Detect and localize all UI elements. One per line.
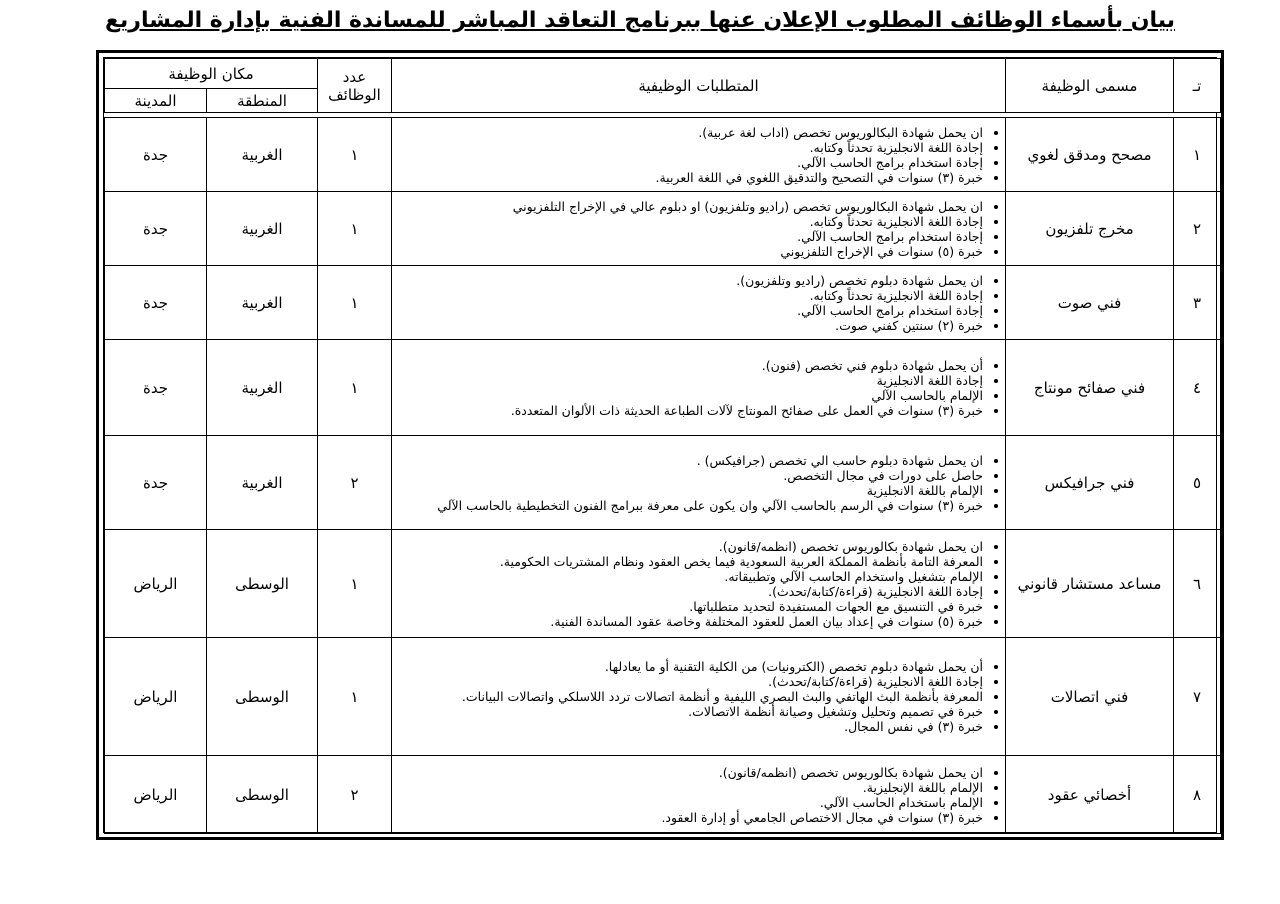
table-row <box>105 530 1221 638</box>
requirement-item: • ان يحمل شهادة البكالوريوس تخصص (اداب لغة عربية). <box>396 125 983 140</box>
job-count: ١ <box>318 340 392 436</box>
row-index: ٦ <box>1174 530 1221 638</box>
header-count-line1: عدد <box>342 67 367 86</box>
requirement-item: • إجادة اللغة الانجليزية (قراءة/كتابة/تحدث). <box>396 584 983 599</box>
requirements-cell <box>392 192 1006 266</box>
job-city: جدة <box>105 436 207 530</box>
job-region: الوسطى <box>207 638 318 756</box>
requirement-item: • إجادة اللغة الانجليزية <box>396 373 983 388</box>
requirement-item: • خبرة (٣) سنوات في العمل على صفائح المونتاج لآلات الطباعة الحديثة ذات الألوان المتعددة. <box>396 403 983 418</box>
requirement-item: • إجادة استخدام برامج الحاسب الآلي. <box>396 229 983 244</box>
job-title: مساعد مستشار قانوني <box>1006 530 1174 638</box>
requirements-list <box>396 358 999 418</box>
requirement-item: • حاصل على دورات في مجال التخصص. <box>396 468 983 483</box>
table-row <box>105 436 1221 530</box>
job-city: الرياض <box>105 756 207 834</box>
requirements-cell <box>392 436 1006 530</box>
requirement-item: • إجادة اللغة الانجليزية تحدثاً وكتابه. <box>396 288 983 303</box>
requirements-cell <box>392 756 1006 834</box>
header-city: المدينة <box>105 89 207 113</box>
header-index: تـ <box>1174 59 1221 113</box>
job-region: الغربية <box>207 118 318 192</box>
requirement-item: • أن يحمل شهادة دبلوم فني تخصص (فنون). <box>396 358 983 373</box>
requirements-cell <box>392 638 1006 756</box>
requirement-item: • الإلمام بتشغيل واستخدام الحاسب الآلي وتطبيقاته. <box>396 569 983 584</box>
job-city: جدة <box>105 118 207 192</box>
header-job-title: مسمى الوظيفة <box>1006 59 1174 113</box>
requirements-cell <box>392 530 1006 638</box>
requirement-item: • الإلمام باللغة الإنجليزية. <box>396 780 983 795</box>
job-title: فني اتصالات <box>1006 638 1174 756</box>
row-index: ١ <box>1174 118 1221 192</box>
requirement-item: • المعرفة التامة بأنظمة المملكة العربية السعودية فيما يخص العقود ونظام المشتريات الحكومية. <box>396 554 983 569</box>
requirement-item: • خبرة (٥) سنوات في الإخراج التلفزيوني <box>396 244 983 259</box>
requirements-list <box>396 765 999 825</box>
job-count: ١ <box>318 638 392 756</box>
row-index: ٣ <box>1174 266 1221 340</box>
table-row <box>105 756 1221 834</box>
requirements-cell <box>392 266 1006 340</box>
requirement-item: • إجادة اللغة الانجليزية تحدثاً وكتابه. <box>396 214 983 229</box>
requirement-item: • الإلمام باللغة الانجليزية <box>396 483 983 498</box>
row-index: ٢ <box>1174 192 1221 266</box>
job-city: الرياض <box>105 638 207 756</box>
requirement-item: • الإلمام باستخدام الحاسب الآلي. <box>396 795 983 810</box>
table-row <box>105 340 1221 436</box>
job-region: الوسطى <box>207 530 318 638</box>
table-body <box>105 113 1221 834</box>
header-count-line2: الوظائف <box>328 85 381 104</box>
job-count: ١ <box>318 192 392 266</box>
job-title: أخصائي عقود <box>1006 756 1174 834</box>
requirement-item: • خبرة في تصميم وتحليل وتشغيل وصيانة أنظمة الاتصالات. <box>396 704 983 719</box>
row-index: ٨ <box>1174 756 1221 834</box>
table-row <box>105 192 1221 266</box>
job-city: جدة <box>105 266 207 340</box>
requirement-item: • ان يحمل شهادة دبلوم تخصص (راديو وتلفزيون). <box>396 273 983 288</box>
row-index: ٧ <box>1174 638 1221 756</box>
requirements-list <box>396 539 999 629</box>
requirements-list <box>396 659 999 734</box>
job-count: ٢ <box>318 756 392 834</box>
jobs-table <box>104 58 1221 834</box>
job-title: فني صفائح مونتاج <box>1006 340 1174 436</box>
requirement-item: • خبرة (٣) سنوات في التصحيح والتدقيق اللغوي في اللغة العربية. <box>396 170 983 185</box>
table-row <box>105 266 1221 340</box>
job-count: ٢ <box>318 436 392 530</box>
header-requirements: المتطلبات الوظيفية <box>392 59 1006 113</box>
header-count <box>318 59 392 113</box>
requirement-item: • إجادة اللغة الانجليزية (قراءة/كتابة/تحدث). <box>396 674 983 689</box>
job-region: الغربية <box>207 266 318 340</box>
requirements-cell <box>392 118 1006 192</box>
requirements-list <box>396 125 999 185</box>
table-header <box>105 59 1221 113</box>
job-count: ١ <box>318 530 392 638</box>
row-index: ٤ <box>1174 340 1221 436</box>
job-title: مخرج تلفزيون <box>1006 192 1174 266</box>
job-region: الوسطى <box>207 756 318 834</box>
requirement-item: • خبرة (٢) سنتين كفني صوت. <box>396 318 983 333</box>
job-region: الغربية <box>207 340 318 436</box>
requirement-item: • خبرة (٣) سنوات في الرسم بالحاسب الآلي وان يكون على معرفة ببرامج الفنون التخطيطية بالحاسب الآلي <box>396 498 983 513</box>
requirement-item: • خبرة في التنسيق مع الجهات المستفيدة لتحديد متطلباتها. <box>396 599 983 614</box>
job-region: الغربية <box>207 192 318 266</box>
requirement-item: • ان يحمل شهادة بكالوريوس تخصص (انظمه/قانون). <box>396 539 983 554</box>
requirement-item: • أن يحمل شهادة دبلوم تخصص (الكترونيات) من الكلية التقنية أو ما يعادلها. <box>396 659 983 674</box>
requirement-item: • ان يحمل شهادة بكالوريوس تخصص (انظمه/قانون). <box>396 765 983 780</box>
job-city: الرياض <box>105 530 207 638</box>
job-count: ١ <box>318 118 392 192</box>
requirement-item: • خبرة (٣) سنوات في مجال الاختصاص الجامعي أو إدارة العقود. <box>396 810 983 825</box>
requirements-list <box>396 199 999 259</box>
row-index: ٥ <box>1174 436 1221 530</box>
requirement-item: • خبرة (٥) سنوات في إعداد بيان العمل للعقود المختلفة وخاصة عقود المساندة الفنية. <box>396 614 983 629</box>
job-region: الغربية <box>207 436 318 530</box>
document-title-text: بيان بأسماء الوظائف المطلوب الإعلان عنها ببرنامج التعاقد المباشر للمساندة الفنية بإدارة المشاريع <box>104 8 1176 33</box>
requirement-item: • ان يحمل شهادة البكالوريوس تخصص (راديو وتلفزيون) او دبلوم عالي في الإخراج التلفزيوني <box>396 199 983 214</box>
job-title: مصحح ومدقق لغوي <box>1006 118 1174 192</box>
requirements-cell <box>392 340 1006 436</box>
requirement-item: • إجادة استخدام برامج الحاسب الآلي. <box>396 155 983 170</box>
job-city: جدة <box>105 340 207 436</box>
header-location: مكان الوظيفة <box>105 59 318 89</box>
requirement-item: • إجادة اللغة الانجليزية تحدثاً وكتابه. <box>396 140 983 155</box>
requirement-item: • الإلمام بالحاسب الآلي <box>396 388 983 403</box>
job-title: فني جرافيكس <box>1006 436 1174 530</box>
jobs-table-inner <box>103 57 1217 833</box>
requirements-list <box>396 273 999 333</box>
document-title <box>0 8 1280 33</box>
requirement-item: • ان يحمل شهادة دبلوم حاسب الي تخصص (جرافيكس) . <box>396 453 983 468</box>
requirement-item: • المعرفة بأنظمة البث الهاتفي والبث البصري الليفية و أنظمة اتصالات تردد اللاسلكي واتصالات البيانات. <box>396 689 983 704</box>
requirement-item: • إجادة استخدام برامج الحاسب الآلي. <box>396 303 983 318</box>
requirement-item: • خبرة (٣) في نفس المجال. <box>396 719 983 734</box>
jobs-table-frame <box>96 50 1224 840</box>
header-region: المنطقة <box>207 89 318 113</box>
job-title: فني صوت <box>1006 266 1174 340</box>
job-count: ١ <box>318 266 392 340</box>
table-row <box>105 638 1221 756</box>
job-city: جدة <box>105 192 207 266</box>
table-row <box>105 118 1221 192</box>
requirements-list <box>396 453 999 513</box>
